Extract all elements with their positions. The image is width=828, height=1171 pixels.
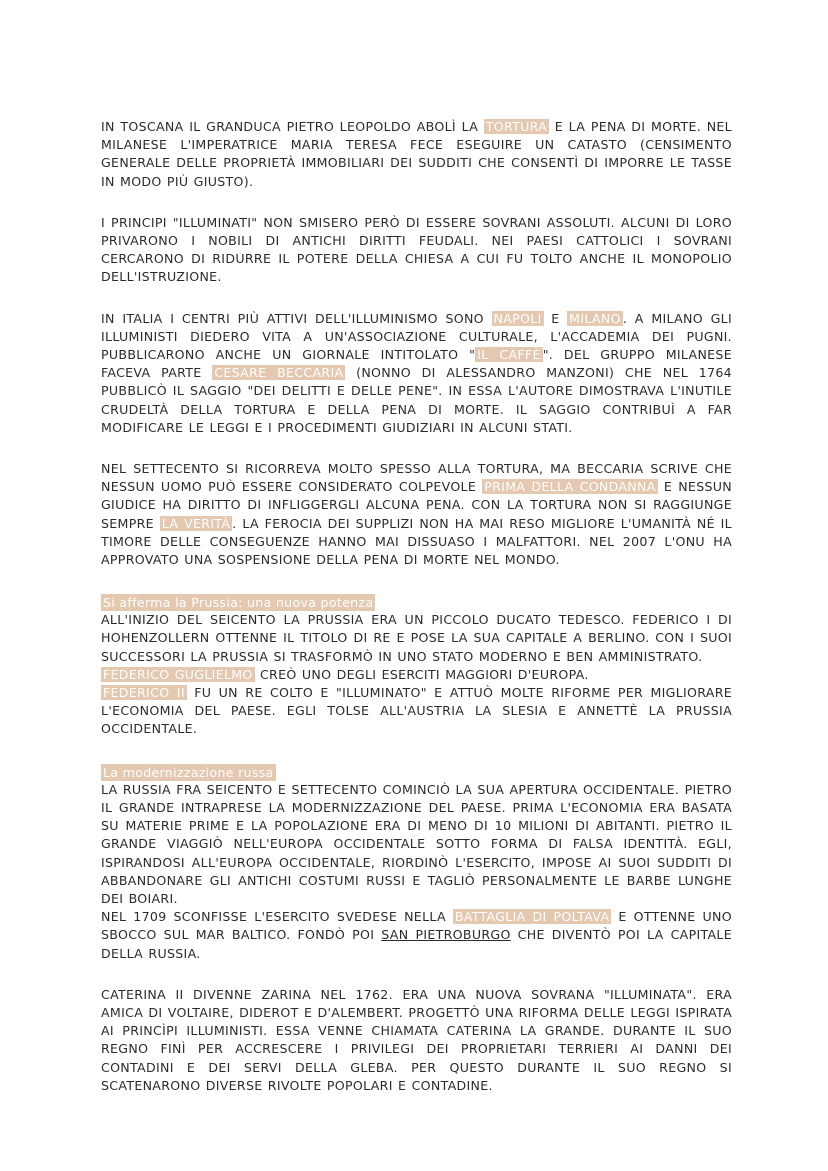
highlight-la-verita: LA VERITÀ xyxy=(161,515,231,531)
text-span: I PRINCIPI "ILLUMINATI" NON SMISERO PERÒ DI ESSERE SOVRANI ASSOLUTI. ALCUNI DI LORO PRIVARONO I NOBILI DI ANTICHI DIRITTI FEUDALI. NEI PAESI CATTOLICI I SOVRANI CERCARONO DI RIDURRE IL POTERE DELLA CHIESA A CUI FU TOLTO ANCHE IL MONOPOLIO DELL'ISTRUZIONE. xyxy=(101,214,732,285)
highlight-milano: MILANO xyxy=(569,310,621,326)
text-span: (NONNO DI ALESSANDRO MANZONI) CHE NEL 1764 PUBBLICÒ IL SAGGIO "DEI DELITTI E DELLE PENE". IN ESSA L'AUTORE DIMOSTRAVA L'INUTILE CRUDELTÀ DELLA TORTURA E DELLA PENA DI MORTE. IL SAGGIO CONTRIBUÌ A FAR MODIFICARE LE LEGGI E I PROCEDIMENTI GIUDIZIARI IN ALCUNI STATI. xyxy=(101,365,732,435)
section-heading-russia: La modernizzazione russa xyxy=(103,764,274,780)
text-span: . A MILANO GLI ILLUMINISTI DIEDERO VITA A UN'ASSOCIAZIONE CULTURALE, L'ACCADEMIA DEI PUGNI. PUBBLICARONO ANCHE UN GIORNALE INTITOLATO " xyxy=(101,310,732,363)
paragraph-caterina-ii xyxy=(101,986,732,1095)
text-span: CHE DIVENTÒ POI LA CAPITALE DELLA RUSSIA. xyxy=(101,927,732,961)
highlight-cesare-beccaria: CESARE BECCARIA xyxy=(214,365,344,381)
highlight-prima-della-condanna: PRIMA DELLA CONDANNA xyxy=(484,479,656,495)
paragraph-russia xyxy=(101,781,732,963)
paragraph-italia-illuminismo xyxy=(101,310,732,437)
section-russia xyxy=(101,762,732,963)
text-span: . LA FEROCIA DEI SUPPLIZI NON HA MAI RESO MIGLIORE L'UMANITÀ NÉ IL TIMORE DELLE CONSEGUENZE HANNO MAI DISSUASO I MALFATTORI. NEL 2007 L'ONU HA APPROVATO UNA SOSPENSIONE DELLA PENA DI MORTE NEL MONDO. xyxy=(101,515,732,568)
highlight-napoli: NAPOLI xyxy=(493,310,542,326)
text-span: IN ITALIA I CENTRI PIÙ ATTIVI DELL'ILLUMINISMO SONO xyxy=(101,310,492,326)
text-span: E NESSUN GIUDICE HA DIRITTO DI INFLIGGERGLI ALCUNA PENA. CON LA TORTURA NON SI RAGGIUNGE SEMPRE xyxy=(101,479,733,531)
text-span: IN TOSCANA IL GRANDUCA PIETRO LEOPOLDO ABOLÌ LA xyxy=(101,119,484,134)
section-heading-prussia: Si afferma la Prussia: una nuova potenza xyxy=(103,595,374,611)
paragraph-toscana xyxy=(101,118,732,191)
text-span: E OTTENNE UNO SBOCCO SUL MAR BALTICO. FONDÒ POI xyxy=(101,909,732,943)
paragraph-prussia xyxy=(101,611,732,738)
highlight-battaglia-di-poltava: BATTAGLIA DI POLTAVA xyxy=(454,909,610,925)
highlight-federico-guglielmo: FEDERICO GUGLIELMO xyxy=(103,666,253,682)
text-span: ALL'INIZIO DEL SEICENTO LA PRUSSIA ERA UN PICCOLO DUCATO TEDESCO. FEDERICO I DI HOHENZOLLERN OTTENNE IL TITOLO DI RE E POSE LA SUA CAPITALE A BERLINO. CON I SUOI SUCCESSORI LA PRUSSIA SI TRASFORMÒ IN UNO STATO MODERNO E BEN AMMINISTRATO. xyxy=(101,612,732,664)
underlined-san-pietroburgo: SAN PIETROBURGO xyxy=(381,927,511,943)
text-span: NEL 1709 SCONFISSE L'ESERCITO SVEDESE NELLA xyxy=(101,909,453,925)
text-span: CREÒ UNO DEGLI ESERCITI MAGGIORI D'EUROPA. xyxy=(254,666,589,682)
text-span: CATERINA II DIVENNE ZARINA NEL 1762. ERA UNA NUOVA SOVRANA "ILLUMINATA". ERA AMICA DI VOLTAIRE, DIDEROT E D'ALEMBERT. PROGETTÒ UNA RIFORMA DELLE LEGGI ISPIRATA AI PRINCÌPI ILLUMINISTI. ESSA VENNE CHIAMATA CATERINA LA GRANDE. DURANTE IL SUO REGNO FINÌ PER ACCRESCERE I PRIVILEGI DEI PROPRIETARI TERRIERI AI DANNI DEI CONTADINI E DEI SERVI DELLA GLEBA. PER QUESTO DURANTE IL SUO REGNO SI SCATENARONO DIVERSE RIVOLTE POPOLARI E CONTADINE. xyxy=(101,986,732,1093)
highlight-tortura: TORTURA xyxy=(485,119,548,134)
highlight-il-caffe: IL CAFFÈ xyxy=(477,347,541,363)
text-span: E xyxy=(543,310,568,326)
section-prussia xyxy=(101,592,732,738)
text-span: ". DEL GRUPPO MILANESE FACEVA PARTE xyxy=(101,347,732,381)
text-span: LA RUSSIA FRA SEICENTO E SETTECENTO COMINCIÒ LA SUA APERTURA OCCIDENTALE. PIETRO IL GRANDE INTRAPRESE LA MODERNIZZAZIONE DEL PAESE. PRIMA L'ECONOMIA ERA BASATA SU MATERIE PRIME E LA POPOLAZIONE ERA DI MENO DI 10 MILIONI DI ABITANTI. PIETRO IL GRANDE VIAGGIÒ NELL'EUROPA OCCIDENTALE SOTTO FORMA DI FALSA IDENTITÀ. EGLI, ISPIRANDOSI ALL'EUROPA OCCIDENTALE, RIORDINÒ L'ESERCITO, IMPOSE AI SUOI SUDDITI DI ABBANDONARE GLI ANTICHI COSTUMI RUSSI E TAGLIÒ PERSONALMENTE LE BARBE LUNGHE DEI BOIARI. xyxy=(101,781,732,906)
text-span: NEL SETTECENTO SI RICORREVA MOLTO SPESSO ALLA TORTURA, MA BECCARIA SCRIVE CHE NESSUN UOMO PUÒ ESSERE CONSIDERATO COLPEVOLE xyxy=(101,461,732,495)
highlight-federico-ii: FEDERICO II xyxy=(103,685,185,701)
text-span: FU UN RE COLTO E "ILLUMINATO" E ATTUÒ MOLTE RIFORME PER MIGLIORARE L'ECONOMIA DEL PAESE. EGLI TOLSE ALL'AUSTRIA LA SLESIA E ANNETTÈ LA PRUSSIA OCCIDENTALE. xyxy=(101,685,732,737)
text-span: E LA PENA DI MORTE. NEL MILANESE L'IMPERATRICE MARIA TERESA FECE ESEGUIRE UN CATASTO (CENSIMENTO GENERALE DELLE PROPRIETÀ IMMOBILIARI DEI SUDDITI CHE CONSENTÌ DI IMPORRE LE TASSE IN MODO PIÙ GIUSTO). xyxy=(101,119,732,189)
paragraph-tortura-beccaria xyxy=(101,460,732,569)
paragraph-principi-illuminati xyxy=(101,214,732,287)
